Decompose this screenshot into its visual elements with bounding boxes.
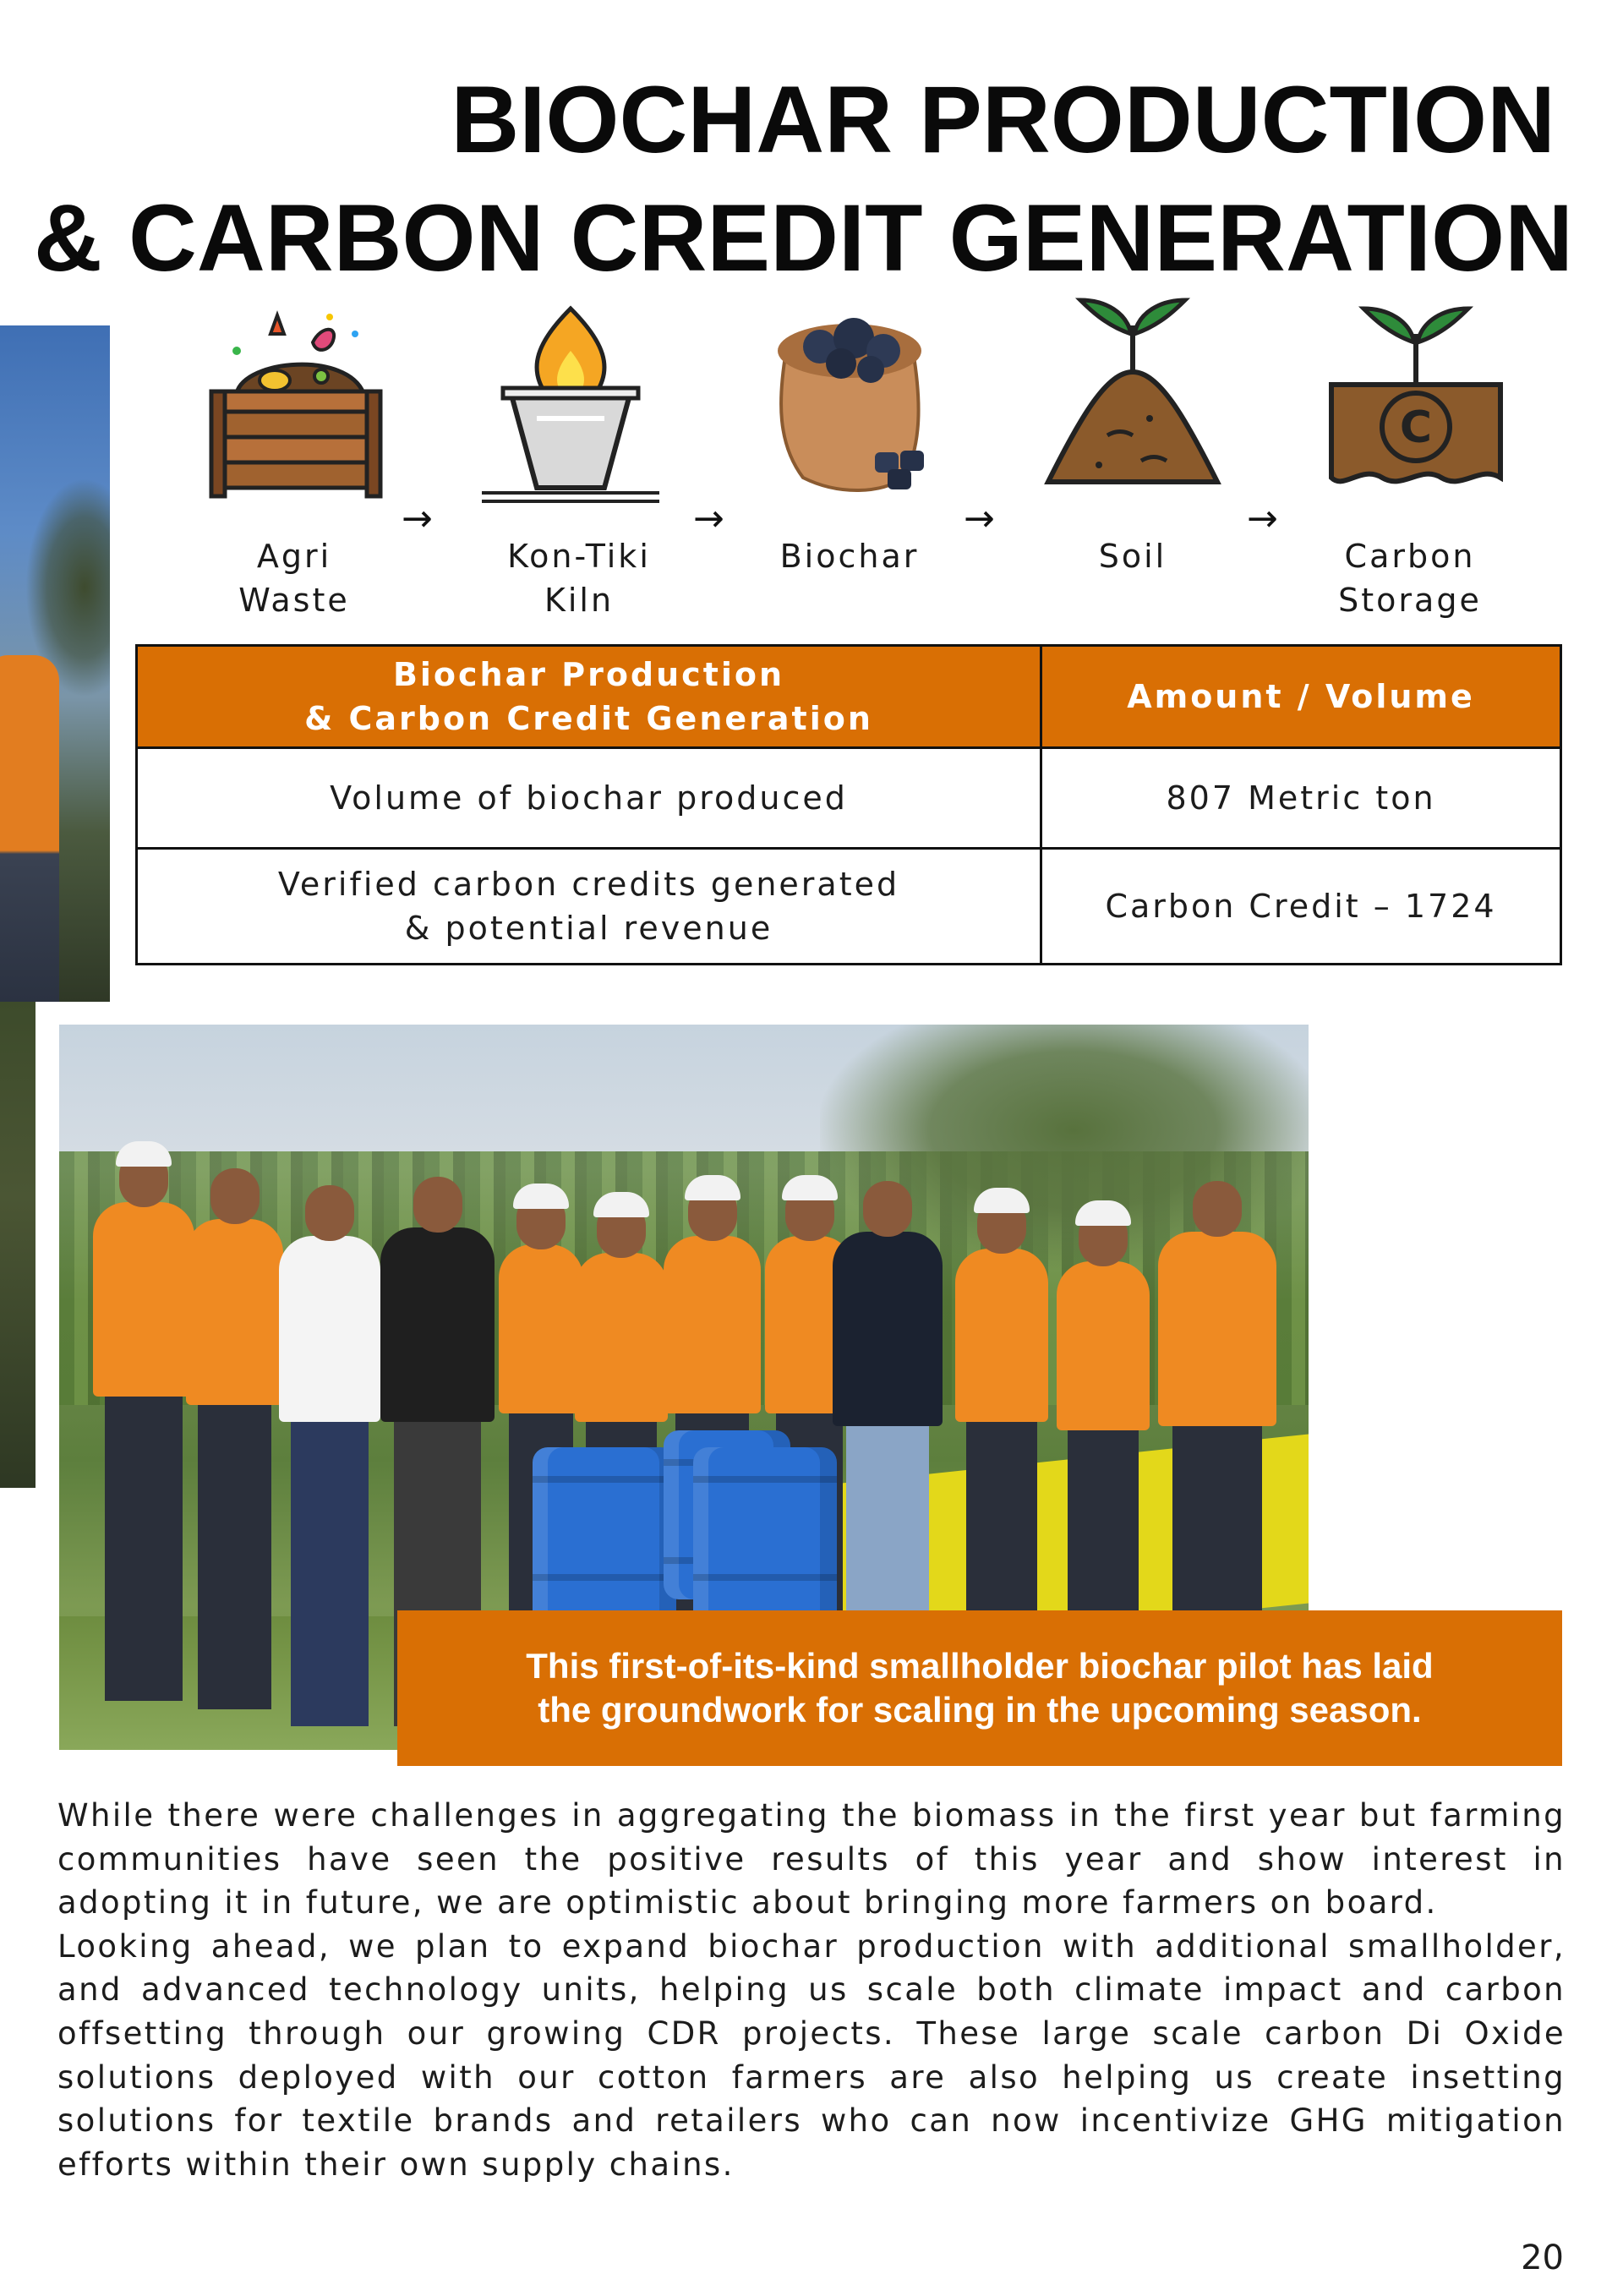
svg-text:C: C (1399, 402, 1433, 453)
carbon-storage-icon (1323, 292, 1509, 495)
flow-step-kiln: Kon-Tiki Kiln (507, 538, 651, 619)
photo-caption: This first-of-its-kind smallholder biochar pilot has laid the groundwork for scaling in the upcoming season. (397, 1610, 1562, 1766)
table-cell-value: Carbon Credit – 1724 (1105, 888, 1497, 925)
title-line-1: BIOCHAR PRODUCTION (451, 67, 1555, 172)
table-row (138, 847, 1560, 963)
biochar-table (135, 644, 1562, 965)
flow-step-biochar: Biochar (779, 538, 920, 575)
body-text (57, 1794, 1566, 2186)
compost-bin-icon (203, 300, 389, 503)
flow-step-soil: Soil (1098, 538, 1167, 575)
title-line-2: & CARBON CREDIT GENERATION (34, 185, 1574, 291)
left-side-photo-lower (0, 1002, 36, 1488)
page-number: 20 (1521, 2239, 1564, 2277)
soil-sprout-icon (1040, 292, 1226, 495)
barrel (693, 1447, 837, 1629)
biochar-sack-icon (761, 300, 947, 503)
table-header-amount: Amount / Volume (1042, 647, 1560, 746)
arrow-right-icon: → (402, 497, 433, 540)
left-side-photo (0, 325, 110, 1002)
flow-step-carbon-storage: Carbon Storage (1338, 538, 1482, 619)
table-row (138, 746, 1560, 847)
paragraph: While there were challenges in aggregating the biomass in the first year but farming communities have seen the positive results of this year and show interest in adopting it in future, we are optimistic about bringing more farmers on board. (57, 1797, 1566, 1922)
paragraph: Looking ahead, we plan to expand biochar production with additional smallholder, and advanced technology units, helping us scale both climate impact and carbon offsetting through our growing CDR projects. These large scale carbon Di Oxide solutions deployed with our cotton farmers are also helping us create insetting solutions for textile brands and retailers who can now incentivize GHG mitigation efforts within their own supply chains. (57, 1927, 1566, 2183)
arrow-right-icon: → (964, 497, 995, 540)
table-header-row (138, 647, 1560, 746)
table-header-item: Biochar Production & Carbon Credit Generation (138, 647, 1042, 746)
barrel (533, 1447, 676, 1629)
page-title (34, 61, 1574, 298)
table-cell-item: Volume of biochar produced (138, 749, 1042, 847)
table-cell-value: 807 Metric ton (1166, 779, 1436, 817)
table-cell-item: Verified carbon credits generated & potential revenue (138, 850, 1042, 963)
flow-step-agri-waste: Agri Waste (238, 538, 350, 619)
kiln-fire-icon (478, 300, 664, 503)
arrow-right-icon: → (1247, 497, 1278, 540)
arrow-right-icon: → (693, 497, 724, 540)
